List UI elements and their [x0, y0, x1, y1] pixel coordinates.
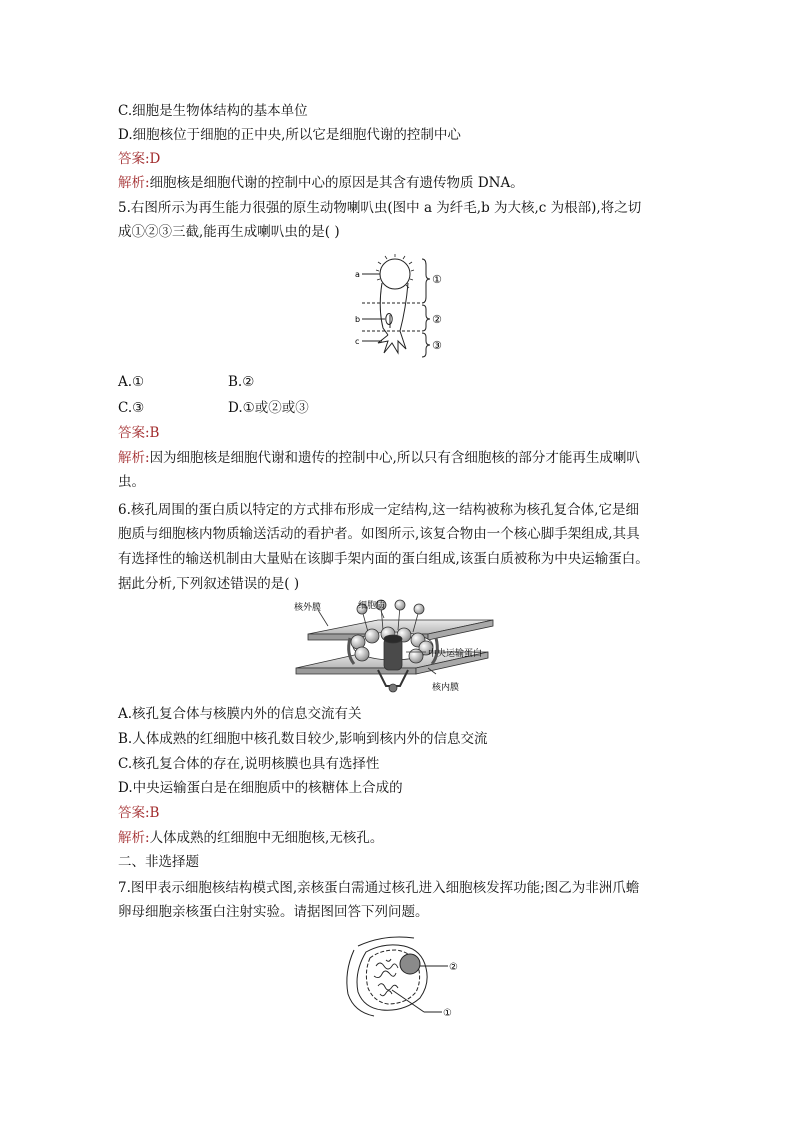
- section-heading: 二、非选择题: [118, 854, 199, 870]
- q5-option-a: A.①: [118, 374, 145, 390]
- q5-option-b: B.②: [228, 374, 255, 390]
- analysis-text: 细胞核是细胞代谢的控制中心的原因是其含有遗传物质 DNA。: [149, 175, 524, 191]
- stentor-figure: [348, 253, 448, 363]
- inner-envelope: [357, 945, 427, 1010]
- q6-option-b: B.人体成熟的红细胞中核孔数目较少,影响到核内外的信息交流: [118, 731, 488, 747]
- nucleus-structure-figure: [334, 932, 464, 1022]
- analysis-text: 因为细胞核是细胞代谢和遗传的控制中心,所以只有含细胞核的部分才能再生成喇叭: [149, 450, 640, 466]
- body-right-edge: [400, 283, 408, 331]
- q4-option-c: C.细胞是生物体结构的基本单位: [118, 103, 308, 119]
- nuclear-pore-figure: [288, 598, 510, 696]
- label-2: ②: [449, 962, 458, 973]
- macronucleus: [386, 314, 392, 325]
- q6-option-a: A.核孔复合体与核膜内外的信息交流有关: [118, 706, 362, 722]
- analysis-text: 人体成熟的红细胞中无细胞核,无核孔。: [149, 830, 384, 846]
- cytoplasm-label: 细胞质: [358, 601, 386, 611]
- outer-membrane-label: 核外膜: [294, 603, 322, 613]
- q5-option-c: C.③: [118, 400, 145, 416]
- label-1: ①: [443, 1008, 452, 1019]
- q5-analysis-line1: [118, 446, 640, 470]
- q7-stem-line1: 7.图甲表示细胞核结构模式图,亲核蛋白需通过核孔进入细胞核发挥功能;图乙为非洲爪蟾: [118, 880, 640, 896]
- q6-answer: 答案:B: [118, 805, 160, 821]
- label-a: a: [355, 270, 360, 279]
- central-transporter-label: 中央运输蛋白: [428, 649, 483, 659]
- q4-option-d: D.细胞核位于细胞的正中央,所以它是细胞代谢的控制中心: [118, 127, 461, 143]
- brace-3: [422, 333, 430, 357]
- q6-option-d: D.中央运输蛋白是在细胞质中的核糖体上合成的: [118, 780, 403, 796]
- q6-stem-line3: 有选择性的输送机制由大量贴在该脚手架内面的蛋白组成,该蛋白质被称为中央运输蛋白。: [118, 551, 649, 567]
- q6-analysis: [118, 826, 383, 850]
- brace-2: [422, 305, 430, 331]
- q5-stem-line2: 成①②③三截,能再生成喇叭虫的是( ): [118, 224, 340, 240]
- chromatin: [374, 959, 398, 996]
- brace-1: [422, 259, 430, 303]
- q6-stem-line2: 胞质与细胞核内物质输送活动的看护者。如图所示,该复合物由一个核心脚手架组成,其具: [118, 526, 640, 542]
- nucleolus: [400, 954, 420, 974]
- body-left-edge: [380, 283, 388, 335]
- q6-stem-line1: 6.核孔周围的蛋白质以特定的方式排布形成一定结构,这一结构被称为核孔复合体,它是细: [118, 502, 639, 518]
- segment-2-label: ②: [432, 313, 442, 326]
- segment-3-label: ③: [432, 339, 442, 352]
- q7-stem-line2: 卵母细胞亲核蛋白注射实验。请据图回答下列问题。: [118, 904, 429, 920]
- analysis-label: 解析:: [118, 175, 150, 191]
- q5-option-d: D.①或②或③: [228, 400, 309, 416]
- segment-1-label: ①: [432, 273, 442, 286]
- label-c: c: [355, 337, 360, 346]
- q4-analysis: [118, 171, 524, 195]
- q5-answer: 答案:B: [118, 425, 160, 441]
- q6-stem-line4: 据此分析,下列叙述错误的是( ): [118, 576, 300, 592]
- analysis-label: 解析:: [118, 830, 150, 846]
- q6-option-c: C.核孔复合体的存在,说明核膜也具有选择性: [118, 756, 380, 772]
- q5-stem-line1: 5.右图所示为再生能力很强的原生动物喇叭虫(图中 a 为纤毛,b 为大核,c 为根部),将之切: [118, 200, 642, 216]
- stentor-head-outline: [380, 259, 410, 289]
- q5-analysis-line2: 虫。: [118, 474, 145, 490]
- analysis-label: 解析:: [118, 450, 150, 466]
- root-part: [378, 331, 406, 353]
- label-b: b: [355, 315, 361, 324]
- q4-answer: 答案:D: [118, 151, 161, 167]
- inner-membrane-label: 核内膜: [432, 683, 460, 693]
